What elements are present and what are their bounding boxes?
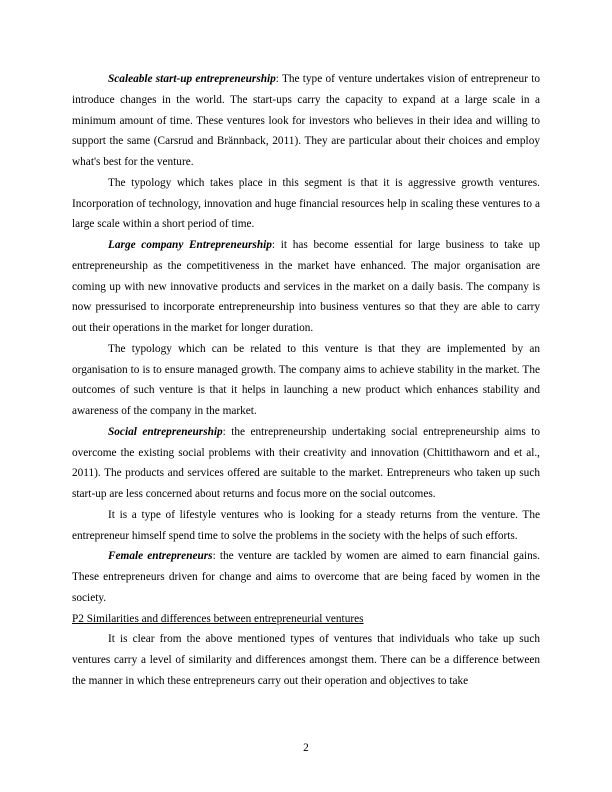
page-number: 2 [303, 742, 309, 754]
paragraph-social-entrepreneurship [72, 422, 540, 505]
term-female-entrepreneurs: Female entrepreneurs [108, 550, 213, 563]
paragraph-typology-managed-growth: The typology which can be related to this venture is that they are implemented by an organisation to is to ensure managed growth. The company aims to achieve stability in the market. The outcomes of such venture is that it helps in launching a new product which enhances stability and awareness of the company in the market. [72, 342, 540, 417]
term-scaleable-startup: Scaleable start-up entrepreneurship [108, 73, 276, 85]
paragraph-text: : the entrepreneurship undertaking social entrepreneurship aims to overcome the existing social problems with their creativity and innovation (Chittithaworn and et al., 2011). The products and services offered are suitable to the market. Entrepreneurs who taken up such start-up are less concerned about returns and focus more on the social outcomes. [72, 425, 540, 500]
paragraph-text: : the venture are tackled by women are aimed to earn financial gains. These entrepreneurs driven for change and aims to overcome that are being faced by women in the society. [72, 550, 540, 604]
section-heading-p2: P2 Similarities and differences between entrepreneurial ventures [72, 612, 364, 625]
paragraph-female-entrepreneurs [72, 546, 540, 608]
paragraph-large-company [72, 235, 540, 339]
paragraph-lifestyle-ventures: It is a type of lifestyle ventures who is looking for a steady returns from the venture. The entrepreneur himself spend time to solve the problems in the society with the helps of such efforts. [72, 508, 540, 542]
paragraph-text: : it has become essential for large business to take up entrepreneurship as the competitiveness in the market have enhanced. The major organisation are coming up with new innovative products and services in the market on a daily basis. The company is now pressurised to incorporate entrepreneurship into business ventures so that they are able to carry out their operations in the market for longer duration. [72, 239, 541, 334]
paragraph-text: : The type of venture undertakes vision of entrepreneur to introduce changes in the world. The start-ups carry the capacity to expand at a large scale in a minimum amount of time. These ventures look for investors who believes in their idea and willing to support the same (Carsrud and Brännback, 2011). They are particular about their choices and employ what's best for the venture. [72, 73, 540, 168]
paragraph-similarities: It is clear from the above mentioned types of ventures that individuals who take up such ventures carry a level of similarity and differences amongst them. There can be a difference between the manner in which these entrepreneurs carry out their operation and objectives to take [72, 633, 540, 687]
paragraph-scaleable-startup [72, 69, 540, 173]
term-social-entrepreneurship: Social entrepreneurship [108, 425, 223, 438]
paragraph-typology-aggressive-growth: The typology which takes place in this segment is that it is aggressive growth ventures. Incorporation of technology, innovation and huge financial resources help in scaling these ventures to a large scale within a short period of time. [72, 176, 540, 231]
page-body [72, 69, 540, 692]
term-large-company: Large company Entrepreneurship [108, 239, 272, 251]
